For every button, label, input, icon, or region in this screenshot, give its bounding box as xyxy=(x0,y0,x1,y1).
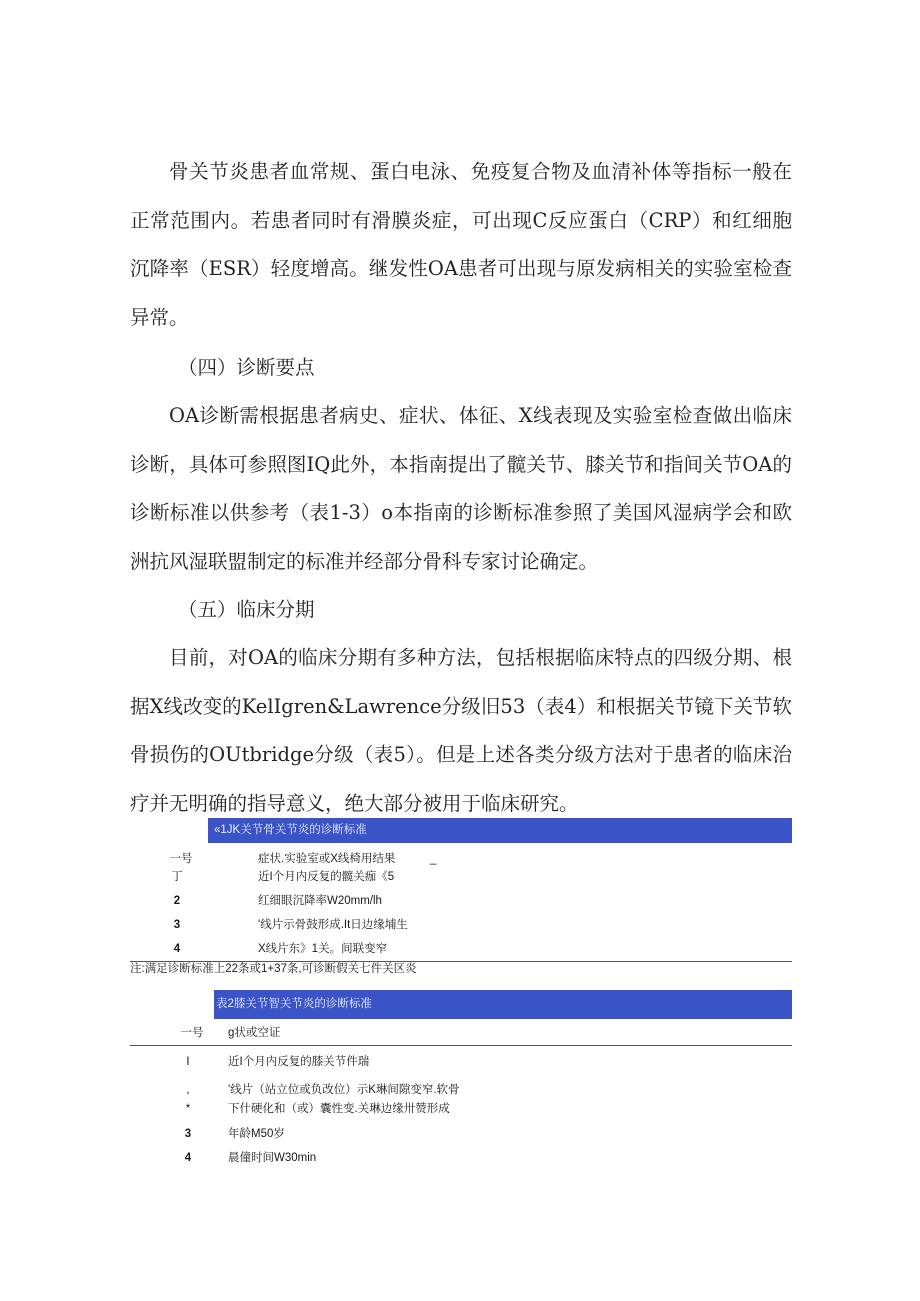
table-hip-oa-criteria xyxy=(130,818,792,962)
paragraph-text: 骨关节炎患者血常规、蛋白电泳、免疫复合物及血清补体等指标一般在正常范围内。若患者同时有滑膜炎症，可出现C反应蛋白（CRP）和红细胞沉降率（ESR）轻度增高。继发性OA患者可出现与原发病相关的实验室检查异常。 xyxy=(130,160,792,329)
table-row xyxy=(130,1146,792,1170)
row-text: '线片示骨鼓形成.It日边缘埔生 xyxy=(258,919,408,931)
row-text: 近I个月内反复的膝关节件瑞 xyxy=(228,1056,370,1068)
table-note: 注:满足诊断标准上22条或1+37条,可诊断假关七件关区炎 xyxy=(130,963,417,975)
table-header-rule xyxy=(130,1045,792,1046)
paragraph-text: OA诊断需根据患者病史、症状、体征、X线表现及实验室检查做出临床诊断，具体可参照图IQ此外，本指南提出了髋关节、膝关节和指间关节OA的诊断标准以供参考（表1-3）o本指南的诊断标准参照了美国风湿病学会和欧洲抗风湿联盟制定的标准并经部分骨科专家讨论确定。 xyxy=(130,404,792,573)
row-number: 3 xyxy=(173,919,181,931)
row-number: 2 xyxy=(173,895,181,907)
table-row xyxy=(130,1100,792,1118)
row-number: 丁 xyxy=(171,871,183,883)
table-row xyxy=(130,913,792,937)
row-text: 年龄M50岁 xyxy=(228,1128,285,1140)
paragraph-staging xyxy=(130,634,792,828)
section-heading-diagnosis xyxy=(130,344,792,393)
header-number: 一号 xyxy=(169,853,193,865)
row-text: X线片东》1关。间联变窄 xyxy=(258,943,388,955)
row-number: 3 xyxy=(184,1128,192,1140)
row-text: 红细眼沉降率W20mm/lh xyxy=(258,895,382,907)
header-number: 一号 xyxy=(180,1027,204,1039)
header-criteria: 症状.实验室或X线椅用结果 xyxy=(258,853,396,865)
row-text: 下什硬化和（或）囊性变.关琳边缘卅赞形成 xyxy=(228,1103,450,1115)
table-header-row xyxy=(130,1021,792,1045)
table-caption: «1JK关节骨关节炎的诊断标准 xyxy=(208,818,792,843)
paragraph-text: 目前，对OA的临床分期有多种方法，包括根据临床特点的四级分期、根据X线改变的KelIgren&Lawrence分级旧53（表4）和根据关节镜下关节软骨损伤的OUtbridge分级（表5）。但是上述各类分级方法对于患者的临床治疗并无明确的指导意义，绝大部分被用于临床研究。 xyxy=(130,646,792,815)
header-criteria: g状或空证 xyxy=(228,1027,281,1039)
row-number: 4 xyxy=(184,1152,192,1164)
paragraph-lab-findings xyxy=(130,148,792,342)
row-number: * xyxy=(185,1103,191,1115)
paragraph-diagnosis xyxy=(130,392,792,586)
row-text: 晨僮时间W30min xyxy=(228,1152,317,1164)
table-row xyxy=(130,865,792,889)
row-number: I xyxy=(186,1056,190,1068)
row-text: 近I个月内反复的髋关痂《5 xyxy=(258,871,395,883)
table-knee-oa-criteria xyxy=(130,990,792,1170)
table-row xyxy=(130,889,792,913)
table-row xyxy=(130,937,792,961)
row-number: , xyxy=(186,1084,190,1096)
table-row xyxy=(130,1050,792,1074)
row-number: 4 xyxy=(173,943,181,955)
table-caption: 表2膝关节智关节炎的诊断标准 xyxy=(214,990,792,1019)
header-mark: _ xyxy=(430,853,437,865)
table-row xyxy=(130,1080,792,1100)
row-text: '线片（站立位或负改位）示K琳间隙变窄.软骨 xyxy=(228,1084,460,1096)
section-heading-staging xyxy=(130,586,792,635)
heading-text: （五）临床分期 xyxy=(178,598,315,621)
heading-text: （四）诊断要点 xyxy=(178,356,315,379)
table-row xyxy=(130,1122,792,1146)
